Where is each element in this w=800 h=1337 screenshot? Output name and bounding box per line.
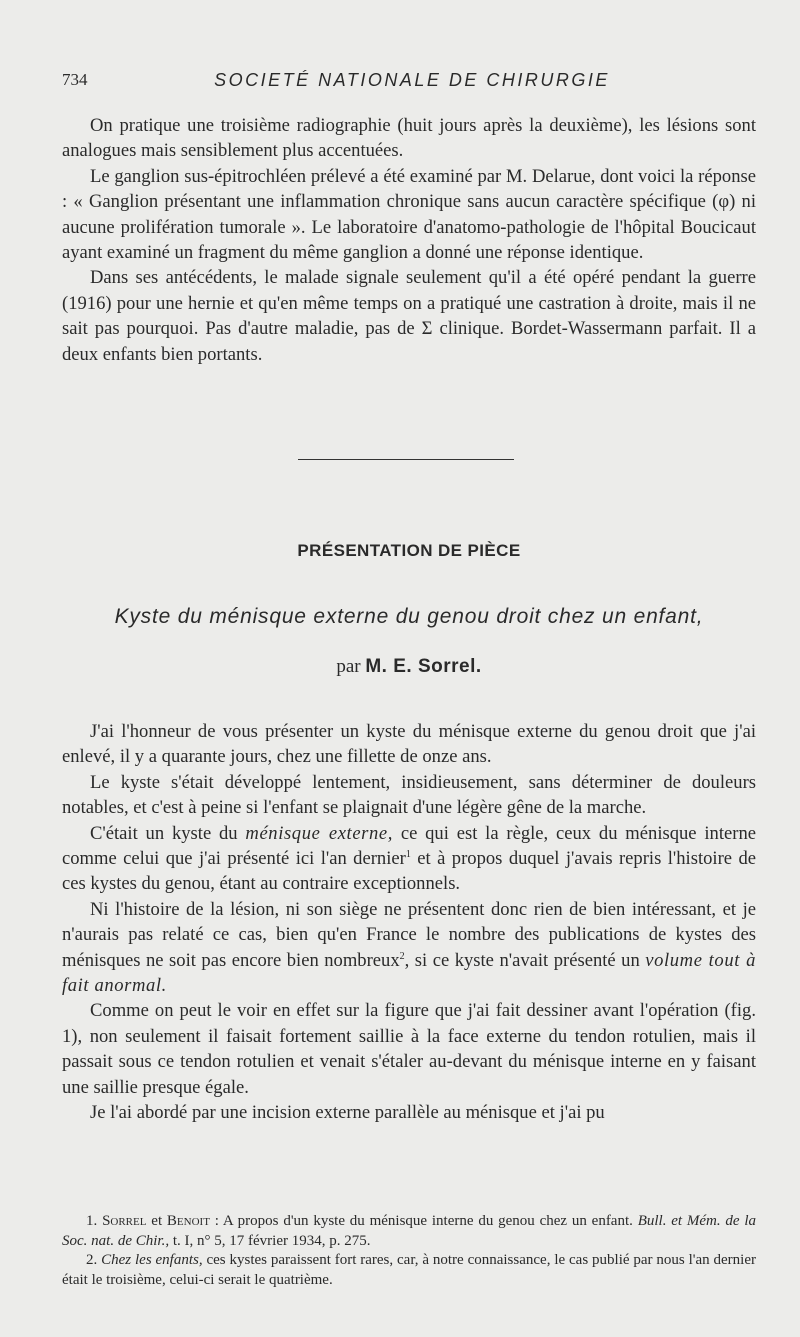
section-heading: PRÉSENTATION DE PIÈCE (297, 541, 521, 560)
paragraph: Comme on peut le voir en effet sur la figure que j'ai fait dessiner avant l'opération (fig. 1), non seulement il faisait fortement saillie à la face externe du tendon rotulien, mais il passait sous ce tendon rotulien et venait s'étaler au-devant du ménisque interne en y faisant une saillie presque égale. (62, 1000, 756, 1098)
paragraph: On pratique une troisième radiographie (huit jours après la deuxième), les lésions sont analogues mais sensiblement plus accentuées. (62, 115, 756, 162)
paragraph (62, 897, 756, 999)
text-run: C'était un kyste du (90, 822, 238, 844)
article-title: Kyste du ménisque externe du genou droit chez un enfant, (114, 605, 704, 628)
running-header (62, 70, 762, 96)
paragraph: Le ganglion sus-épitrochléen prélevé a été examiné par M. Delarue, dont voici la réponse : « Ganglion présentant une inflammation chronique sans aucun caractère spécifique (φ) ni aucune prolifération tumorale ». Le laboratoire d'anatomo-pathologie de l'hôpital Boucicaut ayant examiné un fragment du même ganglion a donné une réponse identique. (62, 165, 756, 264)
byline-prefix: par (336, 656, 361, 677)
footnote-1 (62, 1212, 756, 1251)
paragraph: J'ai l'honneur de vous présenter un kyste du ménisque externe du genou droit que j'ai enlevé, il y a quarante jours, chez une fillette de onze ans. (62, 721, 756, 768)
text-run: , si ce kyste n'avait présenté un (404, 949, 640, 971)
text-run: t. I, n° 5, 17 février 1934, p. 275. (172, 1232, 371, 1249)
footnote-2 (62, 1251, 756, 1290)
journal-title: SOCIETÉ NATIONALE DE CHIRURGIE (214, 70, 610, 90)
emphasis: ménisque externe, (245, 822, 394, 844)
page-number: 734 (62, 70, 88, 89)
emphasis: volume tout à fait anormal. (62, 949, 756, 997)
journal-ref: Bull. et Mém. de la Soc. nat. de Chir., (62, 1213, 757, 1249)
text-run: Ni l'histoire de la lésion, ni son siège ne présentent donc rien de bien intéressant, et je n'aurais pas relaté ce cas, bien qu'en France le nombre des publications de kystes des ménisques ne soit pas encore bien nombreux (62, 898, 756, 971)
paragraph: Dans ses antécédents, le malade signale seulement qu'il a été opéré pendant la guerre (1916) pour une hernie et qu'en même temps on a pratiqué une castration à droite, mais il ne sait pas pourquoi. Pas d'autre maladie, pas de Σ clinique. Bordet-Wassermann parfait. Il a deux enfants bien portants. (62, 267, 756, 365)
section-divider (298, 459, 514, 460)
author: Sorrel (102, 1213, 147, 1229)
author-name: M. E. Sorrel. (365, 656, 482, 677)
text-run: et à propos duquel j'avais repris l'histoire de ces kystes du genou, étant au contraire exceptionnels. (62, 848, 756, 895)
paragraph: Je l'ai abordé par une incision externe parallèle au ménisque et j'ai pu (90, 1102, 605, 1124)
footnote-ref: 1 (405, 848, 411, 860)
footnote-number: 1. (86, 1213, 98, 1229)
text-run: ce qui est la règle, ceux du ménisque interne comme celui que j'ai présenté ici l'an dernier (62, 822, 756, 870)
emphasis: Chez les enfants, (101, 1252, 203, 1269)
footnote-ref: 2 (399, 950, 405, 962)
byline (62, 656, 756, 678)
footnotes (62, 1212, 756, 1290)
paragraph (62, 821, 756, 897)
text-run: ces kystes paraissent fort rares, car, à notre connaissance, le cas publié par nous l'an dernier était le troisième, celui-ci serait le quatrième. (62, 1252, 756, 1288)
article-body (62, 719, 756, 1126)
case-report-continuation (62, 113, 756, 367)
paragraph: Le kyste s'était développé lentement, insidieusement, sans déterminer de douleurs notables, et c'est à peine si l'enfant se plaignait d'une légère gêne de la marche. (62, 771, 756, 819)
text-run: et (151, 1213, 163, 1229)
footnote-number: 2. (86, 1252, 98, 1269)
author: Benoit (166, 1213, 210, 1229)
text-run: : A propos d'un kyste du ménisque interne du genou chez un enfant. (214, 1213, 633, 1229)
